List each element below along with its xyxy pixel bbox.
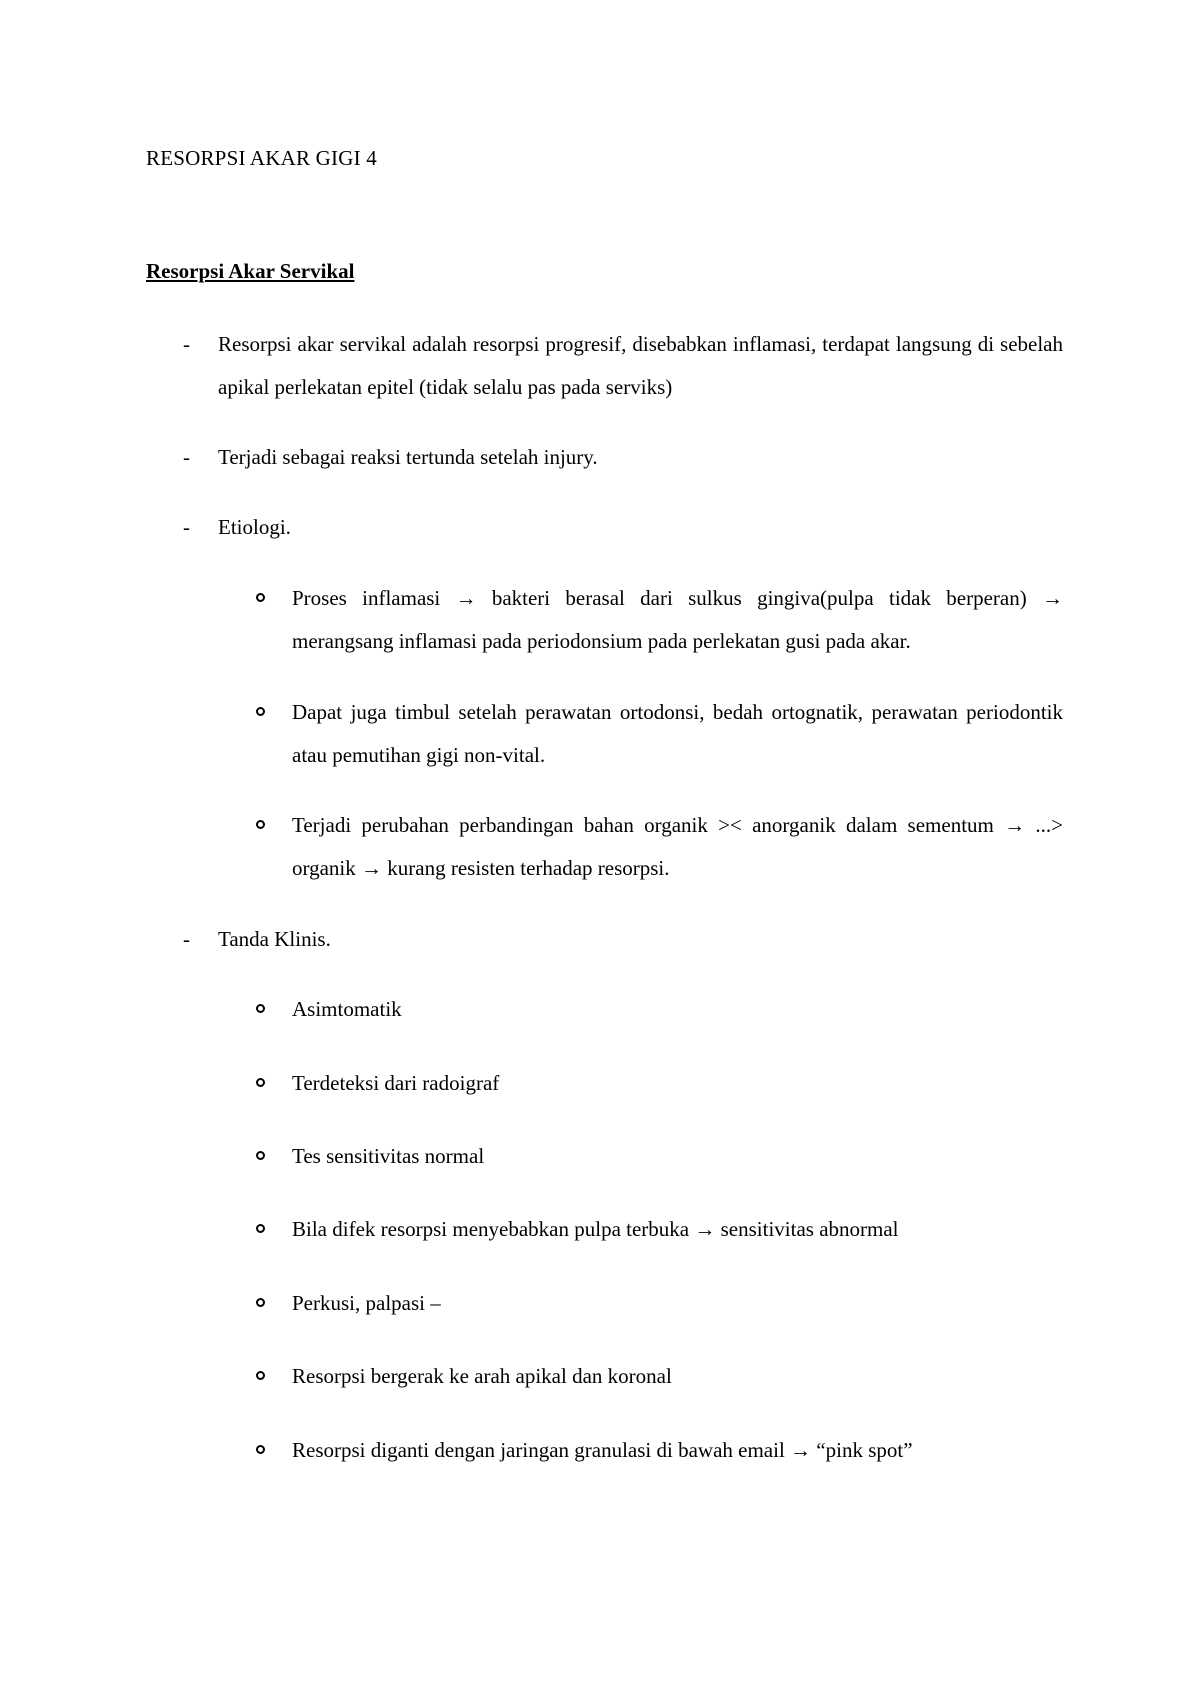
bullet-item bbox=[256, 1062, 1063, 1105]
bullet-item bbox=[256, 1135, 1063, 1178]
circle-bullet-icon bbox=[256, 1445, 265, 1454]
bullet-item bbox=[256, 804, 1063, 890]
circle-bullet-icon bbox=[256, 1004, 265, 1013]
section-heading: Resorpsi Akar Servikal bbox=[146, 259, 355, 283]
bullet-item bbox=[256, 577, 1063, 663]
bullet-item bbox=[256, 988, 1063, 1031]
circle-bullet-icon bbox=[256, 820, 265, 829]
dash-marker: - bbox=[183, 445, 190, 469]
list-item-text: Resorpsi akar servikal adalah resorpsi progresif, disebabkan inflamasi, terdapat langsung di sebelah apikal perlekatan epitel (tidak selalu pas pada serviks) bbox=[218, 332, 1063, 399]
bullet-item-text: Tes sensitivitas normal bbox=[292, 1144, 485, 1168]
bullet-item bbox=[256, 1282, 1063, 1325]
dash-marker: - bbox=[183, 332, 190, 356]
list-item bbox=[183, 436, 1063, 479]
bullet-item-text: Resorpsi bergerak ke arah apikal dan koronal bbox=[292, 1364, 672, 1388]
bullet-item-text: Dapat juga timbul setelah perawatan ortodonsi, bedah ortognatik, perawatan periodontik atau pemutihan gigi non-vital. bbox=[292, 700, 1063, 767]
circle-bullet-icon bbox=[256, 1371, 265, 1380]
bullet-item bbox=[256, 691, 1063, 777]
circle-bullet-icon bbox=[256, 1224, 265, 1233]
bullet-item bbox=[256, 1208, 1063, 1251]
bullet-item-text: Terjadi perubahan perbandingan bahan organik >< anorganik dalam sementum → ...> organik → kurang resisten terhadap resorpsi. bbox=[292, 813, 1063, 880]
bullet-item-text: Perkusi, palpasi – bbox=[292, 1291, 441, 1315]
bullet-item-text: Resorpsi diganti dengan jaringan granulasi di bawah email → “pink spot” bbox=[292, 1438, 913, 1462]
document-title: RESORPSI AKAR GIGI 4 bbox=[146, 146, 377, 170]
list-item bbox=[183, 323, 1063, 409]
list-item-text: Terjadi sebagai reaksi tertunda setelah injury. bbox=[218, 445, 598, 469]
bullet-item-text: Terdeteksi dari radoigraf bbox=[292, 1071, 500, 1095]
bullet-item bbox=[256, 1429, 1063, 1472]
list-item-text: Etiologi. bbox=[218, 515, 291, 539]
bullet-item-text: Asimtomatik bbox=[292, 997, 402, 1021]
circle-bullet-icon bbox=[256, 1078, 265, 1087]
bullet-item-text: Bila difek resorpsi menyebabkan pulpa terbuka → sensitivitas abnormal bbox=[292, 1217, 899, 1241]
circle-bullet-icon bbox=[256, 707, 265, 716]
dash-marker: - bbox=[183, 927, 190, 951]
dash-marker: - bbox=[183, 515, 190, 539]
bullet-item bbox=[256, 1355, 1063, 1398]
circle-bullet-icon bbox=[256, 1151, 265, 1160]
list-item bbox=[183, 506, 1063, 549]
list-item-text: Tanda Klinis. bbox=[218, 927, 331, 951]
circle-bullet-icon bbox=[256, 593, 265, 602]
list-item bbox=[183, 918, 1063, 961]
circle-bullet-icon bbox=[256, 1298, 265, 1307]
bullet-item-text: Proses inflamasi → bakteri berasal dari sulkus gingiva(pulpa tidak berperan) → merangsang inflamasi pada periodonsium pada perlekatan gusi pada akar. bbox=[292, 586, 1063, 653]
